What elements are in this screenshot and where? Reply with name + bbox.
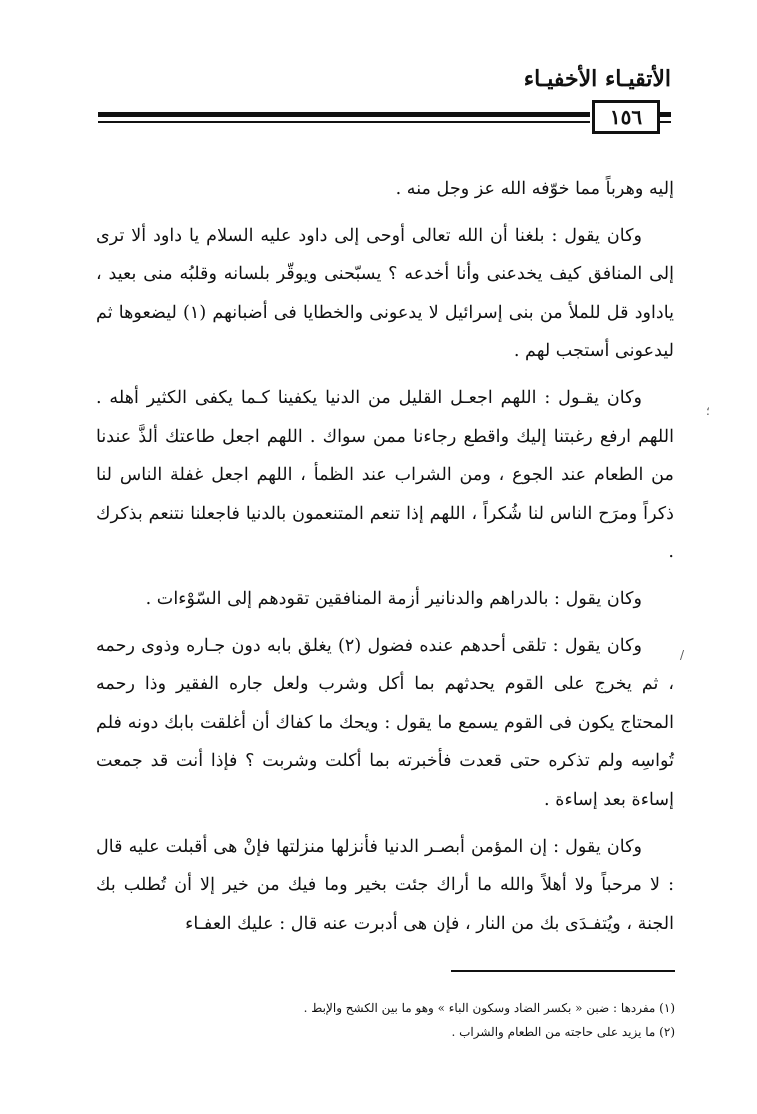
paragraph: وكان يقول : تلقى أحدهم عنده فضول (٢) يغلق بابه دون جـاره وذوى رحمه ، ثم يخرج على القوم يحدثهم بما أكل وشرب ولعل جاره الفقير وذا رحمه المحتاج يكون فى القوم يسمع ما يقول : ويحك ما كفاك أن أغلقت بابك دونه فلم تُواسِه ولم تذكره حتى قعدت فأخبرته بما أكلت وشربت ؟ فإذا أنت قد جمعت إساءة بعد إساءة . bbox=[96, 635, 675, 810]
footnote: (٢) ما يزيد على حاجته من الطعام والشراب . bbox=[451, 1025, 675, 1039]
margin-mark: / bbox=[680, 648, 685, 662]
footnotes bbox=[135, 996, 675, 1044]
paragraph: وكان يقول : بلغنا أن الله تعالى أوحى إلى داود عليه السلام يا داود ألا ترى إلى المنافق كيف يخدعنى وأنا أخدعه ؟ يسبّحنى ويوقّر بلسانه وقلبُه منى بعيد ، ياداود قل للملأ من بنى إسرائيل لا يدعونى والخطايا فى أضبانهم (١) ليضعوها ثم ليدعونى أستجب لهم . bbox=[96, 225, 674, 362]
header-rule-thin bbox=[98, 121, 590, 123]
paragraph: وكان يقـول : اللهم اجعـل القليل من الدنيا يكفينا كـما يكفى الكثير أهله . اللهم ارفع رغبتنا إليك واقطع رجاءنا ممن سواك . اللهم اجعل طاعتك ألذَّ عندنا من الطعام عند الجوع ، ومن الشراب عند الظمأ ، اللهم اجعل غفلة الناس لنا ذكراً ومرَح الناس لنا شُكراً ، اللهم إذا تنعم المتنعمون بالدنيا فاجعلنا نتنعم بذكرك . bbox=[96, 387, 674, 563]
paragraph: إليه وهرباً مما خوّفه الله عز وجل منه . bbox=[395, 179, 674, 199]
footnote-rule bbox=[451, 970, 675, 972]
header-rule-tick bbox=[657, 112, 671, 117]
header-rule-thick bbox=[98, 112, 590, 117]
paragraph: وكان يقول : بالدراهم والدنانير أزمة المنافقين تقودهم إلى السّوْءات . bbox=[145, 588, 642, 609]
header-rule-tick-thin bbox=[657, 121, 671, 123]
body-text bbox=[96, 170, 674, 951]
paragraph: وكان يقول : إن المؤمن أبصـر الدنيا فأنزلها منزلتها فإنْ هى أقبلت عليه قال : لا مرحباً ولا أهلاً والله ما أراك جئت بخير وما فيك من خير إلا أن تُطلب بك الجنة ، ويُتفـدَى بك من النار ، فإن هى أدبرت عنه قال : عليك العفـاء bbox=[96, 836, 674, 934]
footnote: (١) مفردها : ضبن « بكسر الضاد وسكون الباء » وهو ما بين الكشح والإبط . bbox=[303, 1001, 675, 1015]
margin-mark: ؛ bbox=[706, 404, 710, 418]
page-number: ١٥٦ bbox=[592, 100, 660, 134]
running-title: الأتقيـاء الأخفيـاء bbox=[523, 66, 671, 92]
